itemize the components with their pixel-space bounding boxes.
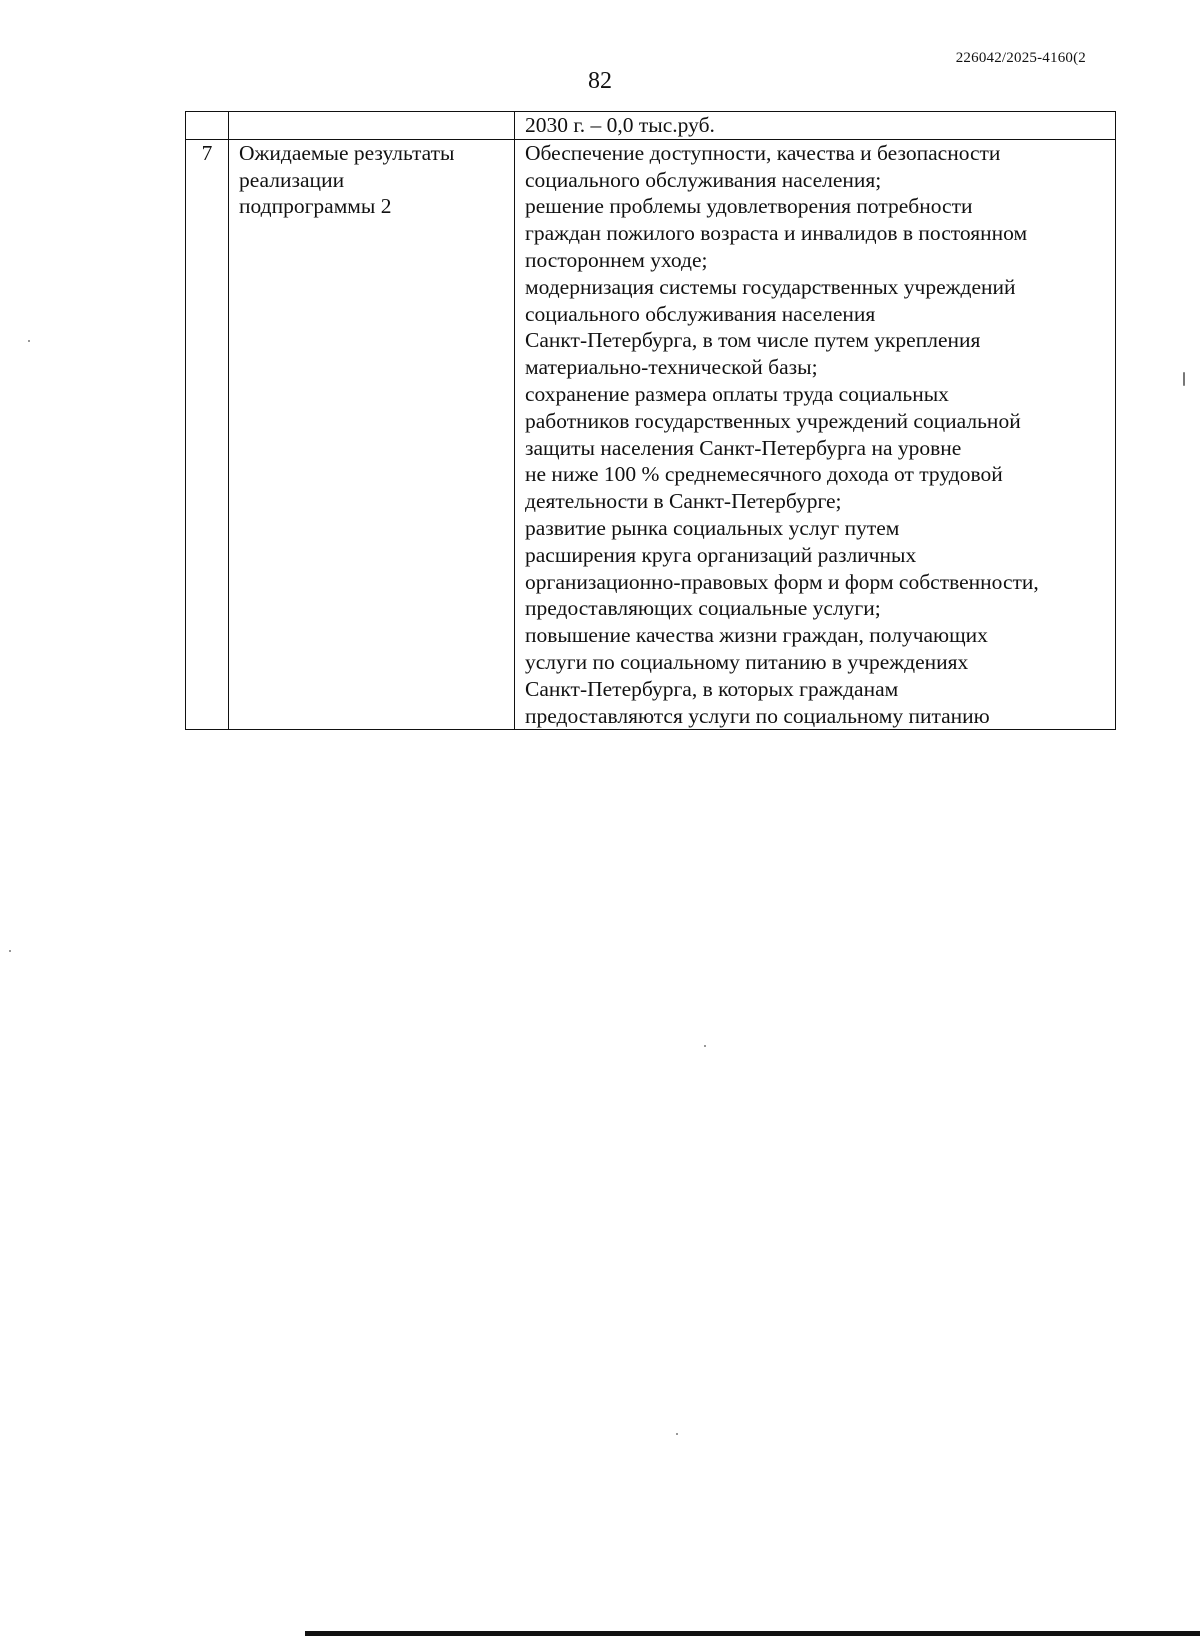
text-line: услуги по социальному питанию в учреждениях	[525, 649, 969, 674]
scan-speck	[1183, 372, 1185, 386]
scan-speck	[676, 1433, 678, 1435]
text-line: работников государственных учреждений социальной	[525, 408, 1021, 433]
name-line: Ожидаемые результаты	[239, 140, 455, 165]
scan-speck	[28, 340, 30, 342]
text-line: не ниже 100 % среднемесячного дохода от трудовой	[525, 462, 1003, 487]
scan-speck	[704, 1045, 706, 1047]
text-line: деятельности в Санкт-Петербурге;	[525, 489, 842, 514]
text-line: Санкт-Петербурга, в том числе путем укрепления	[525, 328, 981, 353]
text-line: предоставляются услуги по социальному питанию	[525, 703, 990, 728]
row-text-cell	[515, 112, 1116, 140]
scan-speck	[9, 950, 11, 952]
text-line: Санкт-Петербурга, в которых гражданам	[525, 676, 899, 701]
text-line: социального обслуживания населения;	[525, 167, 882, 192]
scan-edge-line	[305, 1631, 1200, 1636]
page-number: 82	[588, 68, 612, 94]
table-row	[186, 112, 1116, 140]
row-name-cell	[229, 112, 515, 140]
text-line: предоставляющих социальные услуги;	[525, 596, 881, 621]
document-id: 226042/2025-4160(2	[955, 50, 1086, 66]
text-line: материально-технической базы;	[525, 355, 818, 380]
text-line: социального обслуживания населения	[525, 301, 876, 326]
text-line: развитие рынка социальных услуг путем	[525, 515, 900, 540]
table-row	[186, 139, 1116, 730]
text-line: организационно-правовых форм и форм собственности,	[525, 569, 1039, 594]
text-line: расширения круга организаций различных	[525, 542, 917, 567]
text-line: постороннем уходе;	[525, 247, 708, 272]
row-number-cell	[186, 112, 229, 140]
text-line: Обеспечение доступности, качества и безопасности	[525, 140, 1001, 165]
row-number-cell: 7	[186, 139, 229, 730]
text-line: защиты населения Санкт-Петербурга на уровне	[525, 435, 962, 460]
text-line: граждан пожилого возраста и инвалидов в постоянном	[525, 221, 1028, 246]
name-line: подпрограммы 2	[239, 194, 392, 219]
text-line: повышение качества жизни граждан, получающих	[525, 623, 988, 648]
text-line: сохранение размера оплаты труда социальных	[525, 381, 949, 406]
row-name-cell	[229, 139, 515, 730]
text-line: решение проблемы удовлетворения потребности	[525, 194, 973, 219]
row-text-cell	[515, 139, 1116, 730]
content-table	[185, 111, 1116, 730]
text-line: 2030 г. – 0,0 тыс.руб.	[525, 113, 715, 137]
text-line: модернизация системы государственных учреждений	[525, 274, 1016, 299]
name-line: реализации	[239, 167, 345, 192]
